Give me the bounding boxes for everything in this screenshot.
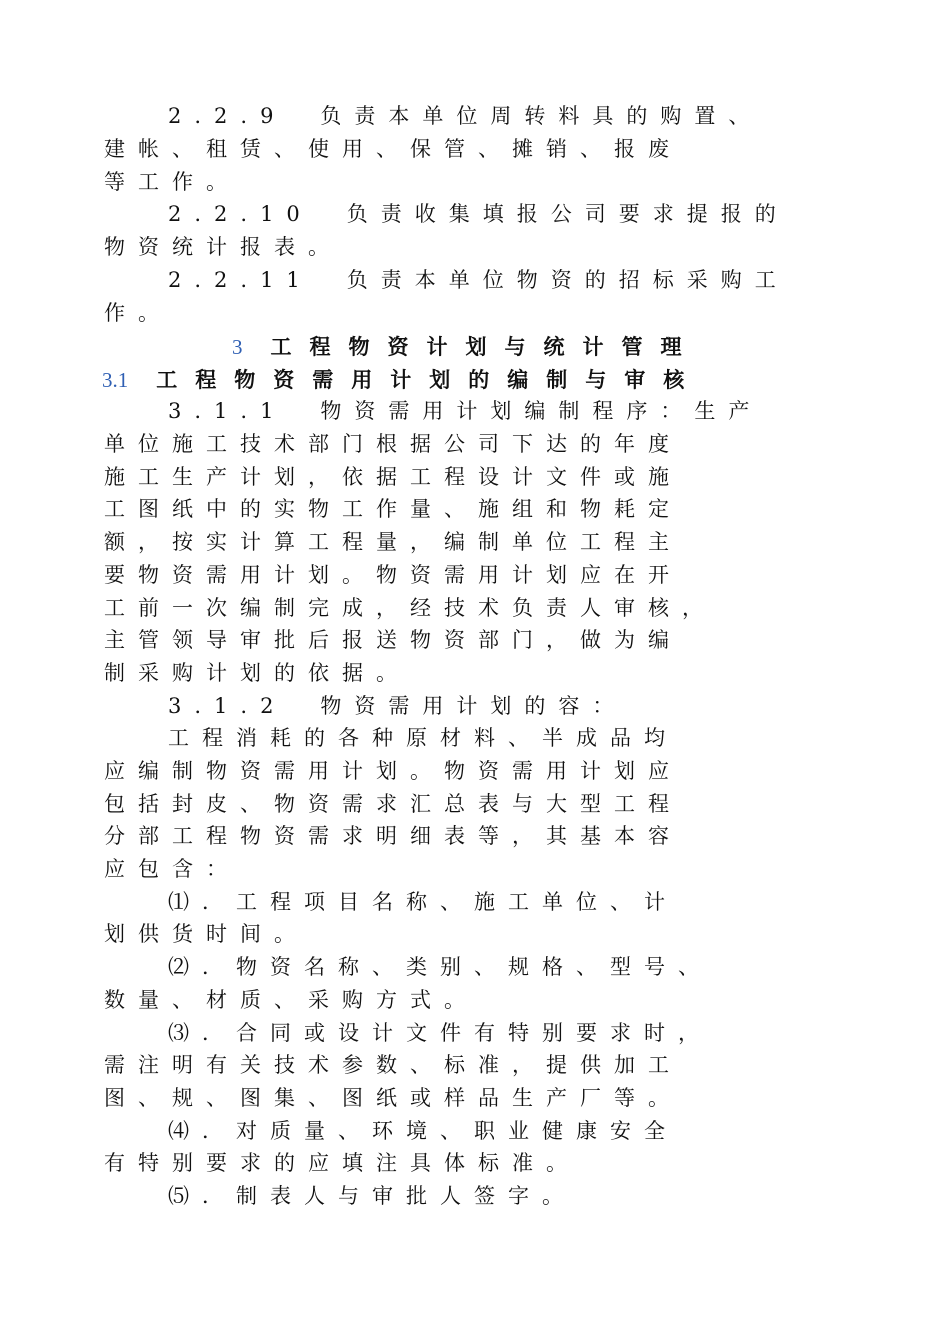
- list-item-line: 数量、材质、采购方式。: [104, 988, 478, 1012]
- paragraph-line: 2.2.9 负责本单位周转料具的购置、: [168, 104, 763, 128]
- paragraph-line: 施工生产计划，依据工程设计文件或施: [104, 465, 682, 489]
- paragraph-line: 工图纸中的实物工作量、施组和物耗定: [104, 497, 682, 521]
- paragraph-line: 要物资需用计划。物资需用计划应在开: [104, 563, 682, 587]
- chapter-heading: [232, 330, 700, 363]
- paragraph-line: 建帐、租赁、使用、保管、摊销、报废: [104, 137, 682, 161]
- paragraph-line: 主管领导审批后报送物资部门，做为编: [104, 628, 682, 652]
- list-item-line: 图、规、图集、图纸或样品生产厂等。: [104, 1086, 682, 1110]
- paragraph-line: 等工作。: [104, 170, 240, 194]
- list-item-line: ⑶．合同或设计文件有特别要求时，: [168, 1021, 712, 1045]
- paragraph-line: 额，按实计算工程量，编制单位工程主: [104, 530, 682, 554]
- paragraph-line: 分部工程物资需求明细表等，其基本容: [104, 824, 682, 848]
- paragraph-line: 物资统计报表。: [104, 235, 342, 259]
- paragraph-line: 作。: [104, 301, 172, 325]
- list-item-line: ⑸．制表人与审批人签字。: [168, 1184, 576, 1208]
- list-item-line: ⑵．物资名称、类别、规格、型号、: [168, 955, 712, 979]
- paragraph-line: 制采购计划的依据。: [104, 661, 410, 685]
- paragraph-line: 应包含：: [104, 857, 240, 881]
- paragraph-line: 工程消耗的各种原材料、半成品均: [168, 726, 678, 750]
- paragraph-line: 工前一次编制完成，经技术负责人审核，: [104, 596, 716, 620]
- section-title: 工程物资需用计划的编制与审核: [156, 367, 703, 392]
- paragraph-line: 单位施工技术部门根据公司下达的年度: [104, 432, 682, 456]
- list-item-line: 划供货时间。: [104, 922, 308, 946]
- list-item-line: ⑴．工程项目名称、施工单位、计: [168, 890, 678, 914]
- paragraph-line: 应编制物资需用计划。物资需用计划应: [104, 759, 682, 783]
- paragraph-line: 2.2.11 负责本单位物资的招标采购工: [168, 268, 789, 292]
- section-number: 3.1: [102, 368, 129, 392]
- section-heading: [102, 363, 702, 396]
- list-item-line: ⑷．对质量、环境、职业健康安全: [168, 1119, 678, 1143]
- chapter-title: 工程物资计划与统计管理: [270, 334, 700, 359]
- paragraph-line: 2.2.10 负责收集填报公司要求提报的: [168, 202, 789, 226]
- chapter-number: 3: [232, 335, 243, 359]
- list-item-line: 有特别要求的应填注具体标准。: [104, 1151, 580, 1175]
- paragraph-line: 包括封皮、物资需求汇总表与大型工程: [104, 792, 682, 816]
- paragraph-line: 3.1.1 物资需用计划编制程序：生产: [168, 399, 763, 423]
- list-item-line: 需注明有关技术参数、标准，提供加工: [104, 1053, 682, 1077]
- paragraph-line: 3.1.2 物资需用计划的容：: [168, 694, 627, 718]
